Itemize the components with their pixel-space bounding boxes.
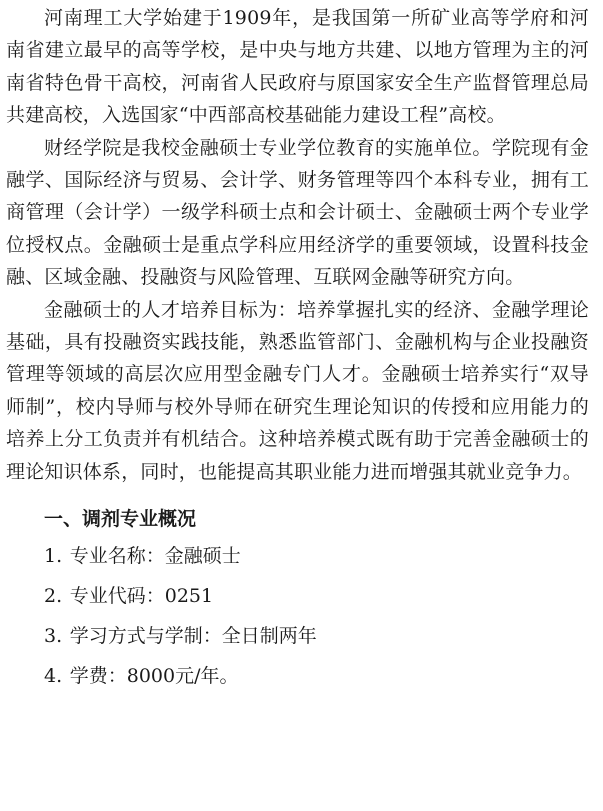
list-item-text: 学习方式与学制：全日制两年 [69,625,317,648]
list-item-number: 3. [44,625,63,648]
section-heading: 一、调剂专业概况 [44,508,197,531]
paragraph-university-intro: 河南理工大学始建于1909年，是我国第一所矿业高等学府和河南省建立最早的高等学校，是中央与地方共建、以地方管理为主的河南省特色骨干高校，河南省人民政府与原国家安全生产监督管理总局共建高校，入选国家“中西部高校基础能力建设工程”高校。 [6,7,589,127]
list-item-text: 专业代码：0251 [69,585,214,608]
list-item-tuition [6,656,589,696]
list-item-text: 学费：8000元/年。 [69,665,239,688]
list-item-text: 专业名称：金融硕士 [69,545,241,568]
list-item-number: 4. [44,665,63,688]
list-item-number: 2. [44,585,63,608]
paragraph-training-goals: 金融硕士的人才培养目标为：培养掌握扎实的经济、金融学理论基础，具有投融资实践技能，熟悉监管部门、金融机构与企业投融资管理等领域的高层次应用型金融专门人才。金融硕士培养实行“双导师制”，校内导师与校外导师在研究生理论知识的传授和应用能力的培养上分工负责并有机结合。这种培养模式既有助于完善金融硕士的理论知识体系，同时，也能提高其职业能力进而增强其就业竞争力。 [6,298,589,483]
list-item-major-name [6,536,589,576]
paragraph-school-intro: 财经学院是我校金融硕士专业学位教育的实施单位。学院现有金融学、国际经济与贸易、会计学、财务管理等四个本科专业，拥有工商管理（会计学）一级学科硕士点和会计硕士、金融硕士两个专业学位授权点。金融硕士是重点学科应用经济学的重要领域，设置科技金融、区域金融、投融资与风险管理、互联网金融等研究方向。 [6,136,589,289]
list-item-study-mode [6,616,589,656]
list-item-number: 1. [44,545,63,568]
list-item-major-code [6,576,589,616]
